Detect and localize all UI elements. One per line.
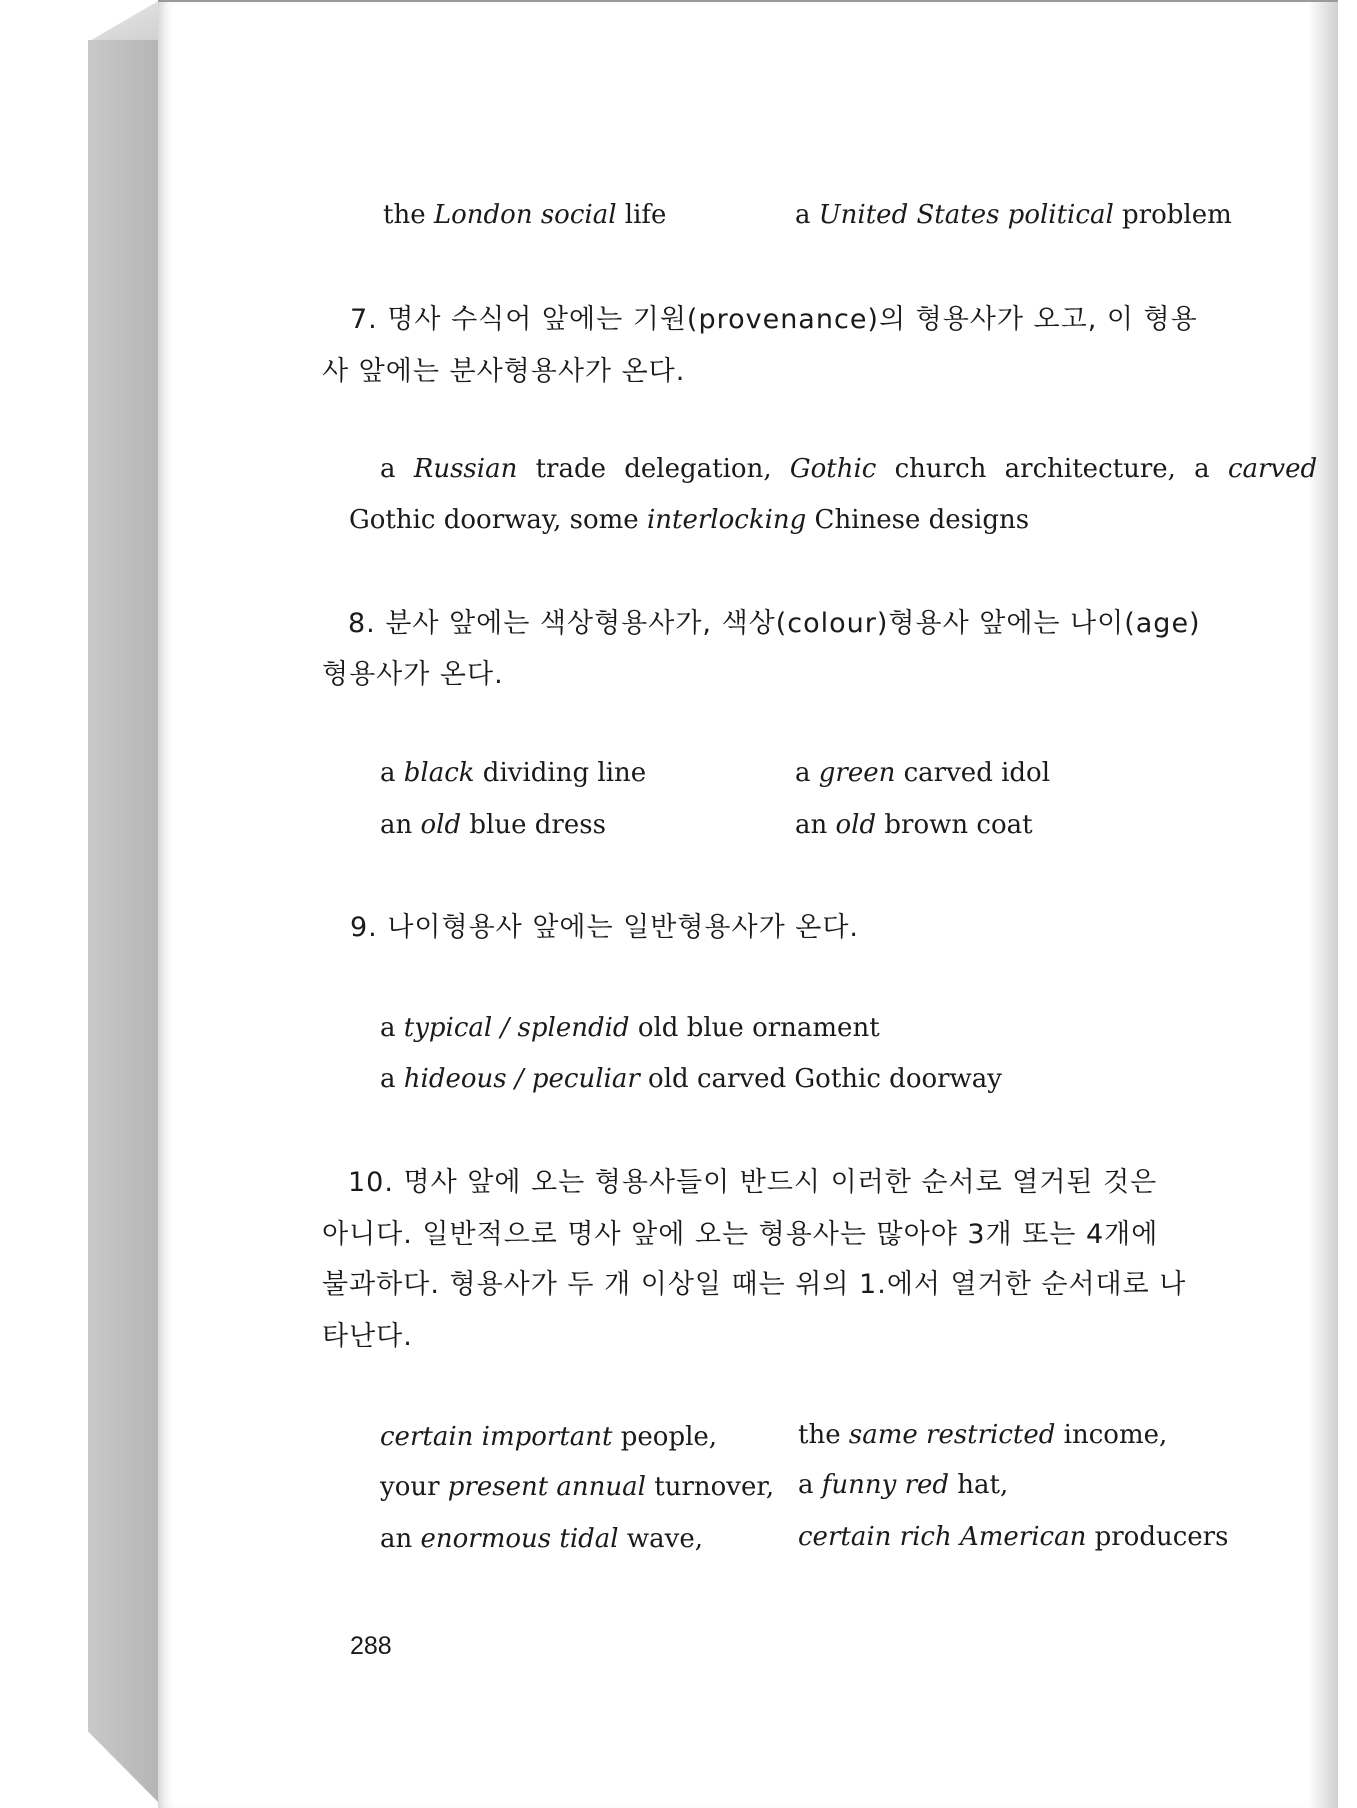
italic-text: certain important <box>380 1422 613 1452</box>
book-spine <box>88 40 158 1802</box>
italic-text: enormous tidal <box>420 1524 619 1554</box>
italic-text: London social <box>433 200 617 230</box>
example-funny-red-hat <box>798 1468 1008 1502</box>
text: producers <box>1086 1522 1229 1552</box>
italic-text: black <box>403 758 475 788</box>
italic-text: Gothic <box>789 454 877 484</box>
text: a <box>380 454 414 484</box>
italic-text: United States political <box>818 200 1114 230</box>
page-number: 288 <box>350 1632 392 1660</box>
example-same-restricted-income <box>798 1418 1167 1452</box>
text: the <box>383 200 434 230</box>
text: a <box>795 200 819 230</box>
example-present-annual-turnover <box>380 1470 774 1504</box>
rule-7-line-1: 7. 명사 수식어 앞에는 기원(provenance)의 형용사가 오고, 이 형용 <box>350 304 1198 335</box>
example-7-line-1 <box>380 452 1317 486</box>
example-london-social-life <box>383 198 666 232</box>
text: dividing line <box>474 758 647 788</box>
text: an <box>380 810 421 840</box>
example-old-blue-dress <box>380 808 606 842</box>
italic-text: carved <box>1227 454 1318 484</box>
example-enormous-tidal-wave <box>380 1522 703 1556</box>
example-certain-important-people <box>380 1420 717 1454</box>
text: life <box>616 200 667 230</box>
text: hat, <box>949 1470 1009 1500</box>
rule-10-line-4: 타난다. <box>322 1321 413 1352</box>
text: a <box>380 1013 404 1043</box>
text: people, <box>612 1422 718 1452</box>
italic-text: old <box>835 810 877 840</box>
example-7-line-2 <box>349 503 1029 537</box>
text: turnover, <box>645 1472 775 1502</box>
rule-10-line-3: 불과하다. 형용사가 두 개 이상일 때는 위의 1.에서 열거한 순서대로 나 <box>322 1269 1187 1300</box>
text: a <box>798 1470 822 1500</box>
italic-text: typical / splendid <box>403 1013 630 1043</box>
text: old blue ornament <box>629 1013 880 1043</box>
italic-text: certain rich American <box>798 1522 1087 1552</box>
text: Gothic doorway, some <box>349 505 647 535</box>
italic-text: present annual <box>447 1472 646 1502</box>
italic-text: same restricted <box>848 1420 1056 1450</box>
text: a <box>380 758 404 788</box>
example-green-carved-idol <box>795 756 1050 790</box>
italic-text: funny red <box>821 1470 950 1500</box>
example-certain-rich-american-producers <box>798 1520 1228 1554</box>
text: wave, <box>618 1524 703 1554</box>
italic-text: Russian <box>413 454 518 484</box>
rule-10-line-2: 아니다. 일반적으로 명사 앞에 오는 형용사는 많아야 3개 또는 4개에 <box>322 1219 1159 1250</box>
example-hideous-peculiar <box>380 1062 1002 1096</box>
text: brown coat <box>876 810 1033 840</box>
example-typical-splendid <box>380 1011 880 1045</box>
text: income, <box>1055 1420 1168 1450</box>
italic-text: green <box>818 758 896 788</box>
rule-8-line-2: 형용사가 온다. <box>322 659 504 690</box>
example-old-brown-coat <box>795 808 1033 842</box>
text: blue dress <box>461 810 606 840</box>
rule-7-line-2: 사 앞에는 분사형용사가 온다. <box>322 356 686 387</box>
italic-text: hideous / peculiar <box>403 1064 640 1094</box>
text: an <box>795 810 836 840</box>
text: trade delegation, <box>517 454 790 484</box>
italic-text: interlocking <box>646 505 807 535</box>
italic-text: old <box>420 810 462 840</box>
text: your <box>380 1472 448 1502</box>
book-spine-top <box>88 0 160 42</box>
text: an <box>380 1524 421 1554</box>
text: a <box>795 758 819 788</box>
text: old carved Gothic doorway <box>639 1064 1002 1094</box>
rule-10-line-1: 10. 명사 앞에 오는 형용사들이 반드시 이러한 순서로 열거된 것은 <box>348 1167 1158 1198</box>
text: carved idol <box>895 758 1051 788</box>
rule-9-line-1: 9. 나이형용사 앞에는 일반형용사가 온다. <box>350 912 859 943</box>
example-united-states-political-problem <box>795 198 1232 232</box>
text: a <box>380 1064 404 1094</box>
example-black-dividing-line <box>380 756 646 790</box>
rule-8-line-1: 8. 분사 앞에는 색상형용사가, 색상(colour)형용사 앞에는 나이(age) <box>348 608 1201 639</box>
text: Chinese designs <box>806 505 1030 535</box>
text: the <box>798 1420 849 1450</box>
text: church architecture, a <box>876 454 1228 484</box>
page-edge-shadow <box>1308 2 1338 1808</box>
text: problem <box>1113 200 1232 230</box>
